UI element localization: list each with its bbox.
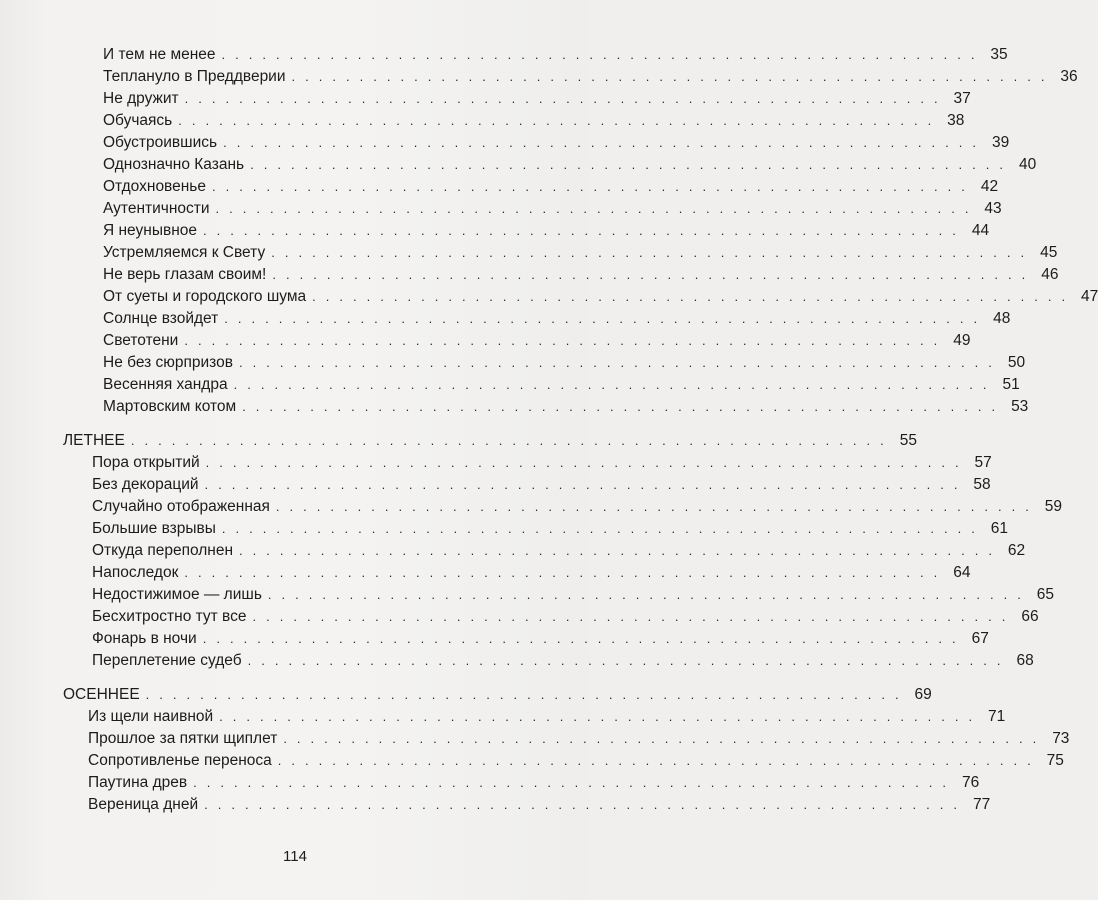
toc-entry-page: 68 (1016, 652, 1034, 669)
toc-leader-dots: . . . . . . . . . . . . . . . . . . . . . . . . . . . . . . . . . . . . . . . . . . . . . . . . . . . . . . . . (242, 399, 999, 414)
toc-entry-title: Прошлое за пятки щиплет (88, 730, 278, 747)
toc-entry-title: Пора открытий (92, 454, 200, 471)
toc-section-heading (63, 684, 932, 706)
toc-entry-page: 53 (1011, 398, 1029, 415)
toc-entry-page: 40 (1019, 156, 1037, 173)
toc-entry-title: Паутина древ (88, 774, 188, 791)
toc-entry-title: Напоследок (92, 564, 179, 581)
toc-entry-title: И тем не менее (103, 46, 216, 63)
toc-entry-title: Вереница дней (88, 796, 199, 813)
toc-leader-dots: . . . . . . . . . . . . . . . . . . . . . . . . . . . . . . . . . . . . . . . . . . . . . . . . . . . . . . . . (238, 355, 996, 370)
toc-entry (103, 44, 1008, 66)
toc-entry (103, 242, 1058, 264)
toc-entry-title: Тепланулo в Преддверии (103, 68, 286, 85)
toc-entry-page: 66 (1021, 608, 1039, 625)
toc-leader-dots: . . . . . . . . . . . . . . . . . . . . . . . . . . . . . . . . . . . . . . . . . . . . . . . . . . . . . . . . (212, 179, 969, 194)
toc-entry (92, 474, 991, 496)
toc-leader-dots: . . . . . . . . . . . . . . . . . . . . . . . . . . . . . . . . . . . . . . . . . . . . . . . . . . . . . . . . (223, 135, 980, 150)
toc-leader-dots: . . . . . . . . . . . . . . . . . . . . . . . . . . . . . . . . . . . . . . . . . . . . . . . . . . . . . . . . (184, 565, 941, 580)
toc-entry (103, 66, 1078, 88)
toc-leader-dots: . . . . . . . . . . . . . . . . . . . . . . . . . . . . . . . . . . . . . . . . . . . . . . . . . . . . . . . . (130, 433, 887, 448)
toc-entry-page: 42 (980, 178, 999, 195)
toc-entry-title: Однозначно Казань (103, 156, 245, 173)
toc-entry-title: Отдохновенье (103, 178, 206, 195)
toc-leader-dots: . . . . . . . . . . . . . . . . . . . . . . . . . . . . . . . . . . . . . . . . . . . . . . . . . . . . . . . . (221, 521, 979, 536)
toc-entry-title: Аутентичности (103, 200, 210, 217)
toc-leader-dots: . . . . . . . . . . . . . . . . . . . . . . . . . . . . . . . . . . . . . . . . . . . . . . . . . . . . . . . . (239, 543, 996, 558)
toc-entry-title: Не верь глазам своим! (103, 266, 267, 283)
toc-entry-page: 48 (993, 310, 1011, 327)
toc-entry-page: 71 (988, 708, 1006, 725)
toc-leader-dots: . . . . . . . . . . . . . . . . . . . . . . . . . . . . . . . . . . . . . . . . . . . . . . . . . . . . . . . . (283, 731, 1040, 746)
toc-entry-page: 38 (947, 112, 965, 129)
toc-leader-dots: . . . . . . . . . . . . . . . . . . . . . . . . . . . . . . . . . . . . . . . . . . . . . . . . . . . . . . . . (277, 753, 1034, 768)
toc-entry-page: 35 (990, 46, 1008, 63)
toc-leader-dots: . . . . . . . . . . . . . . . . . . . . . . . . . . . . . . . . . . . . . . . . . . . . . . . . . . . . . . . . (202, 631, 959, 646)
toc-leader-dots: . . . . . . . . . . . . . . . . . . . . . . . . . . . . . . . . . . . . . . . . . . . . . . . . . . . . . . . . (250, 157, 1007, 172)
toc-leader-dots: . . . . . . . . . . . . . . . . . . . . . . . . . . . . . . . . . . . . . . . . . . . . . . . . . . . . . . . . (145, 687, 902, 702)
toc-entry-title: Сопротивленье переноса (88, 752, 272, 769)
toc-entry-page: 55 (899, 432, 917, 449)
toc-entry (92, 496, 1063, 518)
toc-entry-title: Мартовским котом (103, 398, 237, 415)
toc-entry-page: 65 (1036, 586, 1055, 603)
toc-entry-title: ЛЕТНЕЕ (63, 432, 125, 449)
toc-entry-page: 36 (1060, 68, 1078, 85)
toc-entry (92, 518, 1009, 540)
toc-entry-title: Солнце взойдет (103, 310, 219, 327)
toc-entry-title: Светотени (103, 332, 179, 349)
toc-entry-page: 59 (1044, 498, 1063, 515)
toc-leader-dots: . . . . . . . . . . . . . . . . . . . . . . . . . . . . . . . . . . . . . . . . . . . . . . . . . . . . . . . . (184, 91, 941, 106)
toc-entry-title: Недостижимое — лишь (92, 586, 262, 603)
toc-leader-dots: . . . . . . . . . . . . . . . . . . . . . . . . . . . . . . . . . . . . . . . . . . . . . . . . . . . . . . . . (219, 709, 976, 724)
toc-entry-page: 47 (1081, 288, 1098, 305)
toc-entry-page: 45 (1040, 244, 1058, 261)
toc-entry-page: 61 (990, 520, 1009, 537)
toc-entry-page: 69 (914, 686, 932, 703)
toc-leader-dots: . . . . . . . . . . . . . . . . . . . . . . . . . . . . . . . . . . . . . . . . . . . . . . . . . . . . . . . . (267, 587, 1025, 602)
toc-entry-page: 37 (953, 90, 971, 107)
toc-entry-title: Случайно отображенная (92, 498, 270, 515)
toc-entry-title: Обустроившись (103, 134, 218, 151)
toc-entry-page: 75 (1046, 752, 1064, 769)
toc-section-heading (63, 430, 917, 452)
toc-entry-page: 73 (1052, 730, 1070, 747)
toc-entry-page: 57 (974, 454, 992, 471)
toc-entry-title: Весенняя хандра (103, 376, 228, 393)
toc-entry-page: 49 (953, 332, 971, 349)
toc-entry (103, 154, 1037, 176)
toc-entry (103, 220, 990, 242)
toc-entry (92, 540, 1026, 562)
toc-entry-title: Бесхитростно тут все (92, 608, 247, 625)
toc-entry (88, 728, 1070, 750)
toc-entry (92, 606, 1039, 628)
toc-entry (103, 308, 1011, 330)
toc-entry (103, 286, 1098, 308)
toc-entry-title: Из щели наивной (88, 708, 214, 725)
toc-entry-title: От суеты и городского шума (103, 288, 307, 305)
toc-leader-dots: . . . . . . . . . . . . . . . . . . . . . . . . . . . . . . . . . . . . . . . . . . . . . . . . . . . . . . . . (312, 289, 1069, 304)
toc-leader-dots: . . . . . . . . . . . . . . . . . . . . . . . . . . . . . . . . . . . . . . . . . . . . . . . . . . . . . . . . (215, 201, 972, 216)
toc-entry-title: Не дружит (103, 90, 179, 107)
toc-entry-page: 44 (971, 222, 990, 239)
toc-leader-dots: . . . . . . . . . . . . . . . . . . . . . . . . . . . . . . . . . . . . . . . . . . . . . . . . . . . . . . . . (272, 267, 1029, 282)
toc-entry-page: 39 (991, 134, 1010, 151)
toc-entry-title: Откуда переполнен (92, 542, 234, 559)
toc-entry-page: 67 (971, 630, 989, 647)
toc-entry-title: Переплетение судеб (92, 652, 242, 669)
toc-entry (103, 396, 1029, 418)
toc-leader-dots: . . . . . . . . . . . . . . . . . . . . . . . . . . . . . . . . . . . . . . . . . . . . . . . . . . . . . . . . (193, 775, 950, 790)
toc-entry-title: Фонарь в ночи (92, 630, 197, 647)
toc-leader-dots: . . . . . . . . . . . . . . . . . . . . . . . . . . . . . . . . . . . . . . . . . . . . . . . . . . . . . . . . (224, 311, 981, 326)
toc-entry-title: Не без сюрпризов (103, 354, 233, 371)
toc-entry-title: ОСЕННЕЕ (63, 686, 140, 703)
toc-entry (103, 198, 1002, 220)
toc-entry (92, 628, 989, 650)
toc-leader-dots: . . . . . . . . . . . . . . . . . . . . . . . . . . . . . . . . . . . . . . . . . . . . . . . . . . . . . . . . (178, 113, 935, 128)
toc-entry-title: Без декораций (92, 476, 199, 493)
toc-entry (88, 772, 980, 794)
toc-entry-title: Обучаясь (103, 112, 173, 129)
toc-entry-page: 43 (984, 200, 1002, 217)
toc-entry-page: 51 (1002, 376, 1020, 393)
toc-entry-title: Я неунывное (103, 222, 197, 239)
toc-entry-page: 62 (1007, 542, 1026, 559)
toc-leader-dots: . . . . . . . . . . . . . . . . . . . . . . . . . . . . . . . . . . . . . . . . . . . . . . . . . . . . . . . . (247, 653, 1004, 668)
toc-entry (103, 264, 1059, 286)
toc-leader-dots: . . . . . . . . . . . . . . . . . . . . . . . . . . . . . . . . . . . . . . . . . . . . . . . . . . . . . . . . (205, 455, 962, 470)
toc-entry-page: 58 (973, 476, 991, 493)
toc-entry-page: 77 (972, 796, 991, 813)
toc-leader-dots: . . . . . . . . . . . . . . . . . . . . . . . . . . . . . . . . . . . . . . . . . . . . . . . . . . . . . . . . (271, 245, 1028, 260)
toc-entry-title: Устремляемся к Свету (103, 244, 266, 261)
toc-entry (88, 750, 1064, 772)
toc-leader-dots: . . . . . . . . . . . . . . . . . . . . . . . . . . . . . . . . . . . . . . . . . . . . . . . . . . . . . . . . (275, 499, 1033, 514)
toc-entry (92, 562, 971, 584)
toc-leader-dots: . . . . . . . . . . . . . . . . . . . . . . . . . . . . . . . . . . . . . . . . . . . . . . . . . . . . . . . . (233, 377, 990, 392)
toc-entry-page: 50 (1007, 354, 1026, 371)
toc-entry (103, 330, 971, 352)
toc-leader-dots: . . . . . . . . . . . . . . . . . . . . . . . . . . . . . . . . . . . . . . . . . . . . . . . . . . . . . . . . (204, 797, 961, 812)
toc-entry (103, 132, 1010, 154)
page-number: 114 (283, 848, 307, 865)
toc-leader-dots: . . . . . . . . . . . . . . . . . . . . . . . . . . . . . . . . . . . . . . . . . . . . . . . . . . . . . . . . (184, 333, 941, 348)
toc-leader-dots: . . . . . . . . . . . . . . . . . . . . . . . . . . . . . . . . . . . . . . . . . . . . . . . . . . . . . . . . (204, 477, 961, 492)
toc-leader-dots: . . . . . . . . . . . . . . . . . . . . . . . . . . . . . . . . . . . . . . . . . . . . . . . . . . . . . . . . (252, 609, 1009, 624)
toc-entry-page: 64 (953, 564, 971, 581)
toc-leader-dots: . . . . . . . . . . . . . . . . . . . . . . . . . . . . . . . . . . . . . . . . . . . . . . . . . . . . . . . . (203, 223, 960, 238)
toc-entry (88, 706, 1006, 728)
toc-leader-dots: . . . . . . . . . . . . . . . . . . . . . . . . . . . . . . . . . . . . . . . . . . . . . . . . . . . . . . . . (291, 69, 1048, 84)
toc-entry-title: Большие взрывы (92, 520, 216, 537)
toc-entry (103, 88, 971, 110)
toc-entry (92, 584, 1055, 606)
toc-entry (103, 176, 999, 198)
toc-entry-page: 46 (1041, 266, 1059, 283)
toc-entry (103, 352, 1026, 374)
toc-leader-dots: . . . . . . . . . . . . . . . . . . . . . . . . . . . . . . . . . . . . . . . . . . . . . . . . . . . . . . . . (221, 47, 978, 62)
toc-entry (103, 374, 1020, 396)
toc-entry (92, 650, 1034, 672)
toc-entry (88, 794, 991, 816)
toc-entry-page: 76 (961, 774, 980, 791)
toc-entry (103, 110, 965, 132)
toc-entry (92, 452, 992, 474)
